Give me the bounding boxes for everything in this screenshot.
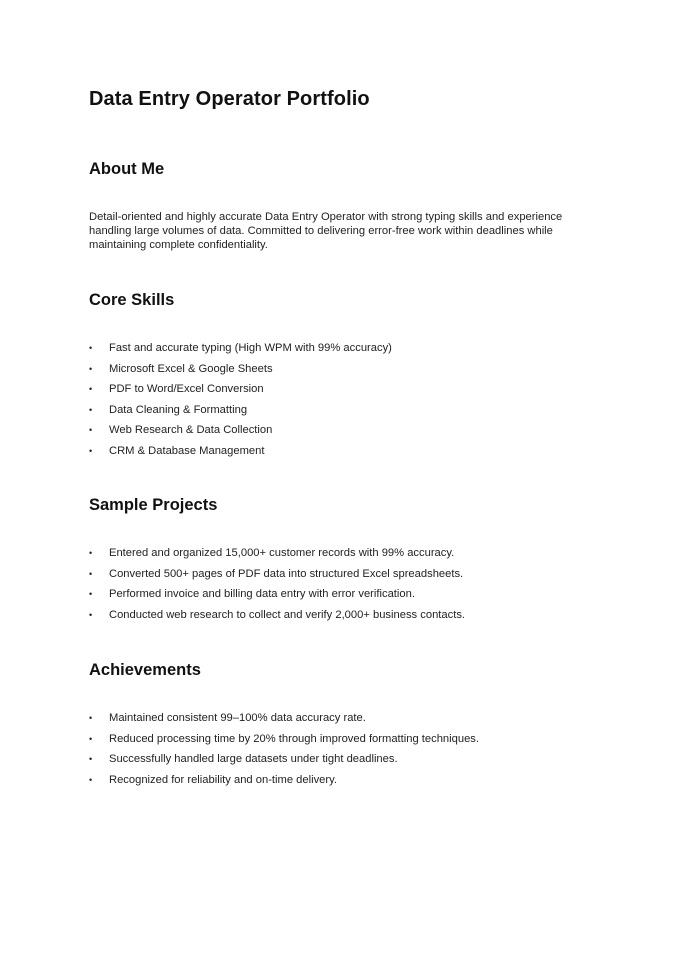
list-item-text: CRM & Database Management [109,444,265,457]
bullet-icon: • [89,548,93,558]
skills-heading: Core Skills [89,291,175,309]
list-item [89,773,479,794]
list-item [89,423,392,444]
list-item-text: Entered and organized 15,000+ customer records with 99% accuracy. [109,547,455,559]
list-item-text: Data Cleaning & Formatting [109,403,248,416]
bullet-icon: • [89,425,93,435]
list-item-text: PDF to Word/Excel Conversion [109,383,264,395]
list-item-text: Maintained consistent 99–100% data accuracy rate. [109,712,366,724]
about-heading: About Me [89,160,165,178]
list-item [89,403,392,424]
bullet-icon: • [89,713,93,723]
list-item [89,362,392,383]
list-item [89,732,479,753]
projects-list [89,546,465,628]
bullet-icon: • [89,445,93,456]
bullet-icon: • [89,754,93,764]
bullet-icon: • [89,384,93,394]
achievements-list [89,711,479,793]
list-item [89,567,465,588]
skills-list [89,341,392,464]
list-item [89,382,392,403]
bullet-icon: • [89,404,93,415]
list-item-text: Reduced processing time by 20% through improved formatting techniques. [109,732,480,745]
list-item [89,752,479,773]
list-item [89,444,392,465]
list-item-text: Performed invoice and billing data entry with error verification. [109,588,415,600]
list-item-text: Conducted web research to collect and verify 2,000+ business contacts. [109,608,466,621]
bullet-icon: • [89,589,93,599]
bullet-icon: • [89,343,93,353]
list-item-text: Fast and accurate typing (High WPM with 99% accuracy) [109,342,392,354]
bullet-icon: • [89,568,93,579]
achievements-heading: Achievements [89,661,201,679]
about-text: Detail-oriented and highly accurate Data Entry Operator with strong typing skills and experience handling large volumes of data. Committed to delivering error-free work within deadlines while maintaining complete confidentiality. [89,211,563,251]
projects-heading: Sample Projects [89,496,218,514]
list-item-text: Successfully handled large datasets under tight deadlines. [109,753,398,765]
bullet-icon: • [89,733,93,744]
bullet-icon: • [89,363,93,374]
list-item [89,711,479,732]
list-item [89,587,465,608]
list-item-text: Converted 500+ pages of PDF data into structured Excel spreadsheets. [109,567,464,580]
list-item [89,546,465,567]
list-item [89,608,465,629]
list-item-text: Recognized for reliability and on-time delivery. [109,773,337,786]
list-item [89,341,392,362]
bullet-icon: • [89,774,93,785]
bullet-icon: • [89,609,93,620]
list-item-text: Web Research & Data Collection [109,424,273,436]
page-title: Data Entry Operator Portfolio [89,88,370,110]
list-item-text: Microsoft Excel & Google Sheets [109,362,273,375]
